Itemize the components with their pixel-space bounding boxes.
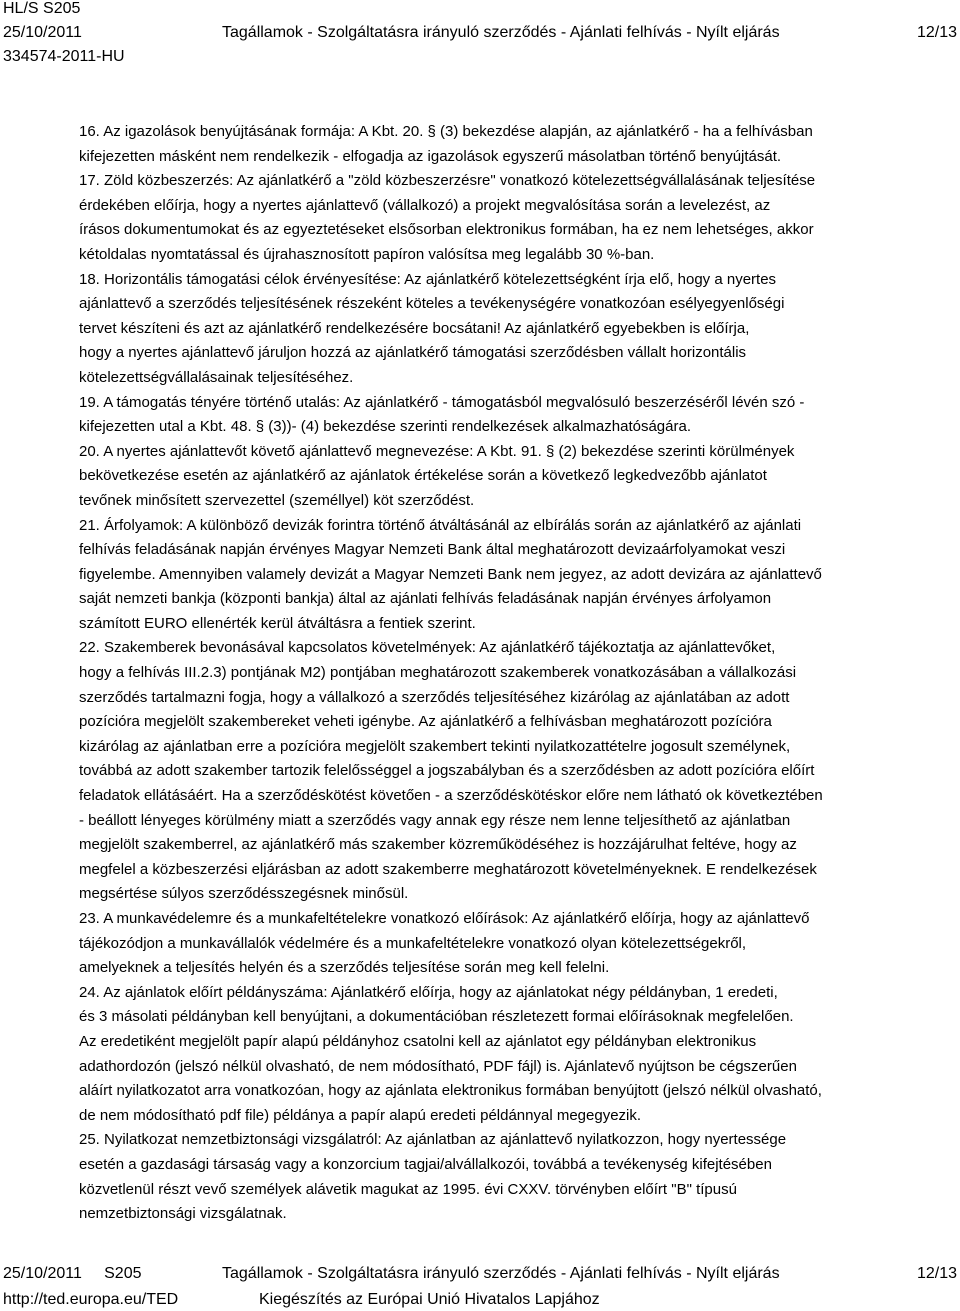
- text-line: bekövetkezése esetén az ajánlatkérő az ajánlatok értékelése során a következő legkedvezőbb ajánlatot: [79, 467, 767, 485]
- text-line: számított EURO ellenérték kerül átváltásra a fentiek szerint.: [79, 614, 476, 632]
- text-line: 22. Szakemberek bevonásával kapcsolatos követelmények: Az ajánlatkérő tájékoztatja az ajánlattevőket,: [79, 639, 776, 657]
- text-line: amelyeknek a teljesítés helyén és a szerződés teljesítése során meg kell felelni.: [79, 959, 610, 977]
- header-date: 25/10/2011: [3, 24, 82, 41]
- text-line: esetén a gazdasági társaság vagy a konzorcium tagjai/alvállalkozói, továbbá a tevékenység kifejtésében: [79, 1155, 772, 1173]
- paragraph: [79, 636, 960, 907]
- paragraph: [79, 169, 960, 267]
- header-reference: 334574-2011-HU: [3, 48, 125, 65]
- text-line: érdekében előírja, hogy a nyertes ajánlattevő (vállalkozó) a projekt megvalósítása során a levelezést, az: [79, 196, 771, 214]
- text-line: 25. Nyilatkozat nemzetbiztonsági vizsgálatról: Az ajánlatban az ajánlattevő nyilatkozzon, hogy nyertessége: [79, 1131, 787, 1149]
- text-line: 23. A munkavédelemre és a munkafeltételekre vonatkozó előírások: Az ajánlatkérő előírja, hogy az ajánlattevő: [79, 910, 810, 927]
- text-line: figyelembe. Amennyiben valamely devizát a Magyar Nemzeti Bank nem jegyez, az adott devizára az ajánlattevő: [79, 565, 822, 583]
- paragraph: [79, 1128, 960, 1226]
- footer-date-code: 25/10/2011 S205: [3, 1265, 142, 1282]
- text-line: továbbá az adott szakember tartozik felelősséggel a jogszabályban és a szerződésben az adott pozícióra előírt: [79, 762, 815, 780]
- paragraph: [79, 268, 960, 391]
- footer-url[interactable]: http://ted.europa.eu/TED: [3, 1291, 179, 1308]
- text-line: adathordozón (jelszó nélkül olvasható, de nem módosítható, PDF fájl) is. Ajánlatevő nyújtson be cégszerűen: [79, 1057, 797, 1075]
- text-line: saját nemzeti bankja (központi bankja) által az ajánlati felhívás feladásának napján érvényes árfolyamon: [79, 590, 772, 608]
- text-line: kötelezettségvállalásainak teljesítéséhez.: [79, 368, 354, 386]
- footer-page-number: 12/13: [916, 1265, 957, 1282]
- text-line: tervet készíteni és azt az ajánlatkérő rendelkezésére bocsátani! Az ajánlatkérő egyebekben is előírja,: [79, 319, 750, 337]
- text-line: szerződés tartalmazni fogja, hogy a vállalkozó a szerződés teljesítéséhez kizárólag az ajánlatában az adott: [79, 688, 790, 706]
- paragraph: [79, 514, 960, 637]
- text-line: 16. Az igazolások benyújtásának formája: A Kbt. 20. § (3) bekezdése alapján, az ajánlatkérő - ha a felhívásban: [79, 123, 813, 140]
- text-line: 18. Horizontális támogatási célok érvényesítése: Az ajánlatkérő kötelezettségként írja elő, hogy a nyertes: [79, 270, 777, 288]
- text-line: ajánlattevő a szerződés teljesítésének részeként köteles a tevékenységére vonatkozóan esélyegyenlőségi: [79, 295, 785, 313]
- paragraph: [79, 981, 960, 1129]
- text-line: és 3 másolati példányban kell benyújtani, a dokumentációban részletezett formai előírásoknak megfelelően.: [79, 1008, 794, 1026]
- header-series: HL/S S205: [3, 0, 81, 17]
- text-line: de nem módosítható pdf file) példánya a papír alapú eredeti példánnyal megegyezik.: [79, 1106, 642, 1124]
- text-line: 21. Árfolyamok: A különböző devizák forintra történő átváltásánál az elbírálás során az ajánlatkérő az ajánlati: [79, 516, 802, 534]
- paragraph: [79, 120, 960, 169]
- paragraph: [79, 440, 960, 514]
- text-line: kizárólag az ajánlatban erre a pozícióra megjelölt szakembert tekinti nyilatkozattételre jogosult személynek,: [79, 737, 791, 755]
- paragraph: [79, 907, 960, 981]
- text-line: 24. Az ajánlatok előírt példányszáma: Ajánlatkérő előírja, hogy az ajánlatokat négy példányban, 1 eredeti,: [79, 983, 778, 1001]
- document-body: [79, 120, 960, 1227]
- text-line: 17. Zöld közbeszerzés: Az ajánlatkérő a "zöld közbeszerzésre" vonatkozó kötelezettségvállalásának teljesítése: [79, 172, 816, 190]
- text-line: hogy a felhívás III.2.3) pontjának M2) pontjában meghatározott szakemberek vonatkozásában a vállalkozási: [79, 664, 797, 682]
- text-line: pozícióra megjelölt szakembereket veheti igénybe. Az ajánlatkérő a felhívásban meghatározott pozícióra: [79, 713, 772, 731]
- text-line: kifejezetten másként nem rendelkezik - elfogadja az igazolások egyszerű másolatban történő benyújtását.: [79, 147, 782, 165]
- text-line: megjelölt szakemberrel, az ajánlatkérő más szakember közreműködéséhez is hozzájárulhat feltéve, hogy az: [79, 836, 797, 854]
- text-line: - beállott lényeges körülmény miatt a szerződés vagy annak egy része nem lenne teljesíthető az ajánlatban: [79, 811, 791, 829]
- footer-publication: Kiegészítés az Európai Unió Hivatalos Lapjához: [259, 1291, 600, 1308]
- footer-title: Tagállamok - Szolgáltatásra irányuló szerződés - Ajánlati felhívás - Nyílt eljárás: [222, 1265, 780, 1282]
- text-line: kétoldalas nyomtatással és újrahasznosított papíron valósítsa meg legalább 30 %-ban.: [79, 245, 655, 263]
- text-line: hogy a nyertes ajánlattevő járuljon hozzá az ajánlatkérő támogatási szerződésben vállalt horizontális: [79, 344, 747, 362]
- text-line: megsértése súlyos szerződésszegésnek minősül.: [79, 885, 409, 903]
- paragraph: [79, 391, 960, 440]
- text-line: nemzetbiztonsági vizsgálatnak.: [79, 1205, 287, 1223]
- text-line: 20. A nyertes ajánlattevőt követő ajánlattevő megnevezése: A Kbt. 91. § (2) bekezdése szerinti körülmények: [79, 442, 795, 460]
- text-line: tevőnek minősített szervezettel (személlyel) köt szerződést.: [79, 491, 475, 509]
- text-line: közvetlenül részt vevő személyek alávetik magukat az 1995. évi CXXV. törvényben előírt "B" típusú: [79, 1180, 737, 1198]
- text-line: aláírt nyilatkozatot arra vonatkozóan, hogy az ajánlata elektronikus formában benyújtott (jelszó nélkül olvasható,: [79, 1082, 822, 1100]
- header-title: Tagállamok - Szolgáltatásra irányuló szerződés - Ajánlati felhívás - Nyílt eljárás: [222, 24, 780, 41]
- text-line: megfelel a közbeszerzési eljárásban az adott szakemberre meghatározott követelményeknek. E rendelkezések: [79, 860, 817, 878]
- text-line: kifejezetten utal a Kbt. 48. § (3))- (4) bekezdése szerinti rendelkezések alkalmazhatóságára.: [79, 418, 691, 436]
- text-line: tájékozódjon a munkavállalók védelmére és a munkafeltételekre vonatkozó olyan kötelezettségekről,: [79, 934, 747, 952]
- text-line: írásos dokumentumokat és az egyeztetéseket elsősorban elektronikus formában, ha ez nem lehetséges, akkor: [79, 221, 814, 239]
- text-line: Az eredetiként megjelölt papír alapú példányhoz csatolni kell az ajánlatot egy példányban elektronikus: [79, 1032, 757, 1050]
- text-line: felhívás feladásának napján érvényes Magyar Nemzeti Bank által meghatározott devizaárfolyamokat veszi: [79, 541, 786, 559]
- header-page-number: 12/13: [916, 24, 957, 41]
- text-line: feladatok ellátásáért. Ha a szerződéskötést követően - a szerződéskötéskor előre nem látható ok következtében: [79, 787, 823, 805]
- text-line: 19. A támogatás tényére történő utalás: Az ajánlatkérő - támogatásból megvalósuló beszerzéséről lévén szó -: [79, 393, 805, 411]
